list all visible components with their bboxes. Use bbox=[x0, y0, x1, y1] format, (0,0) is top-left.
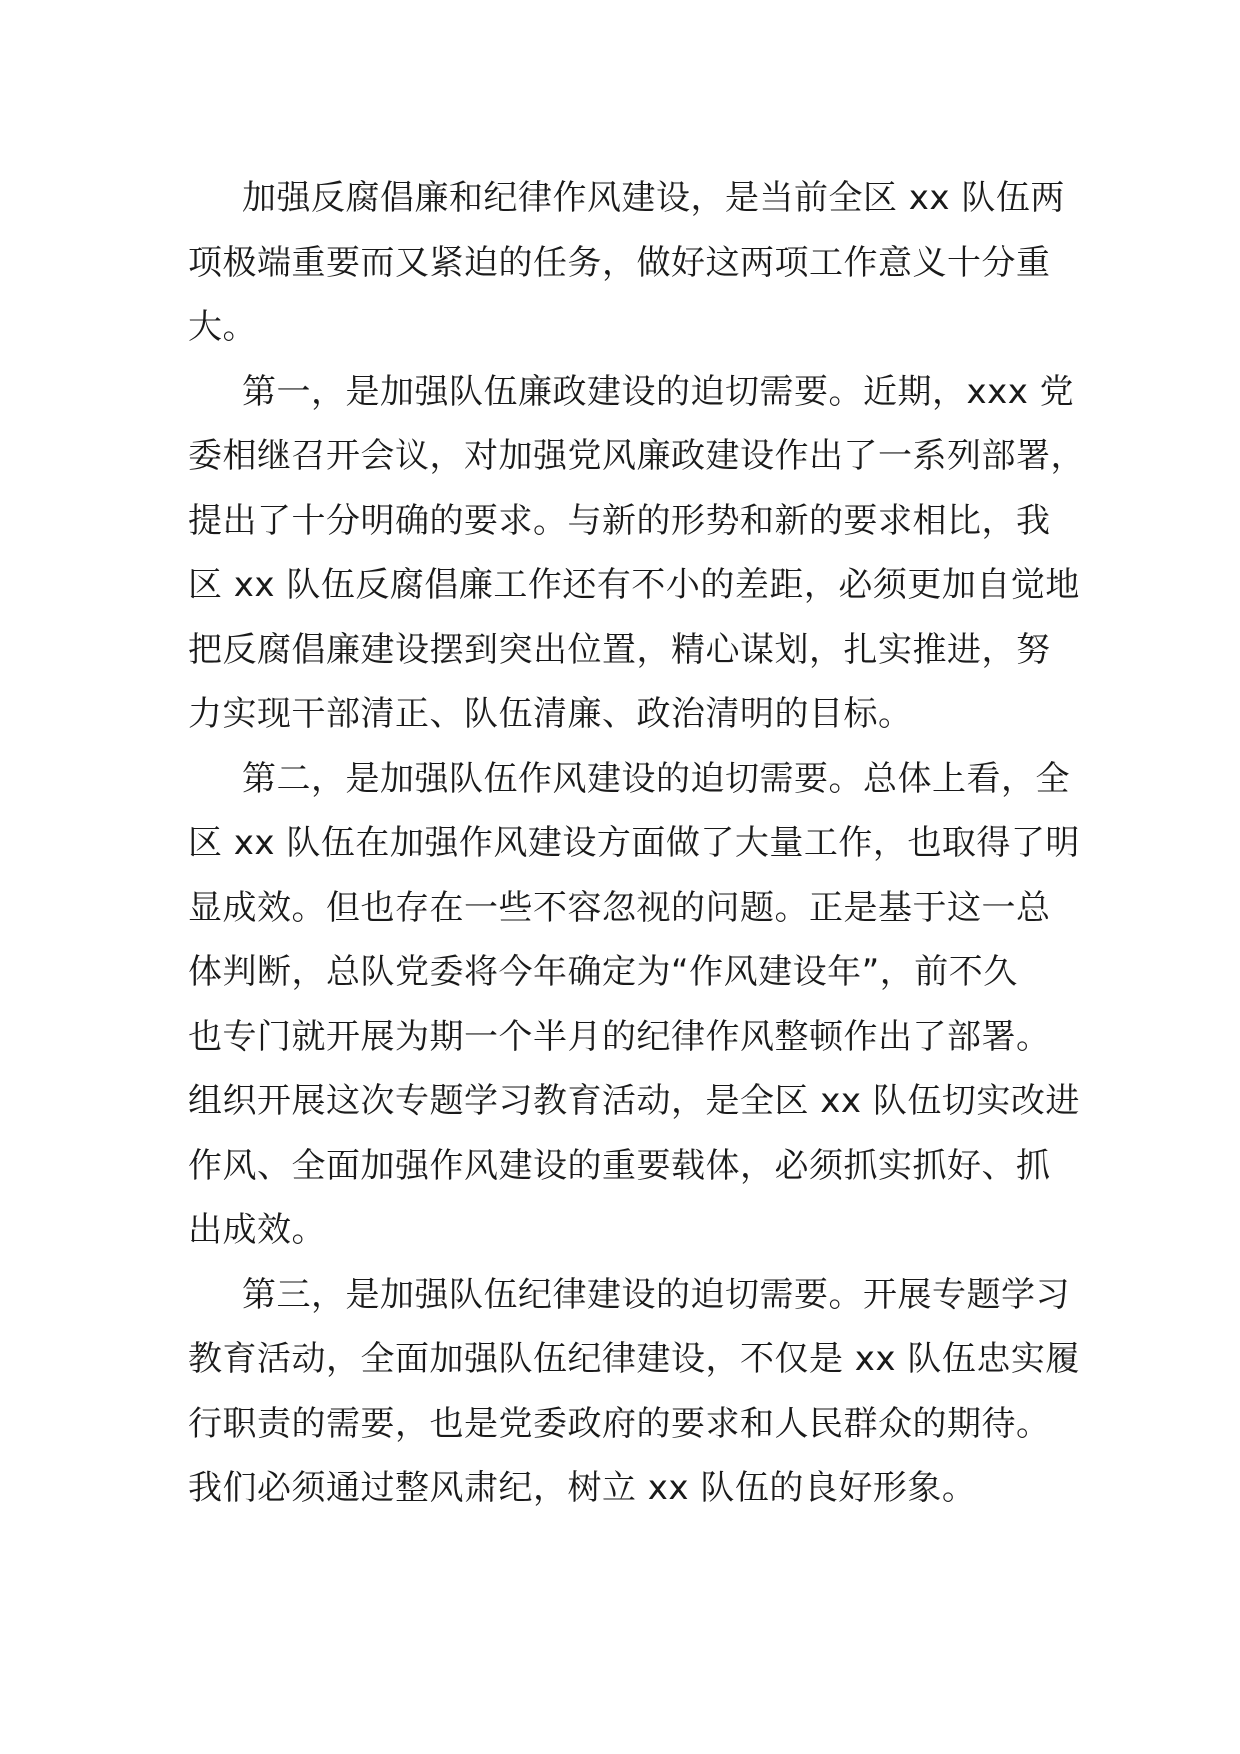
document-page bbox=[188, 166, 1085, 1521]
text-line: 显成效。但也存在一些不容忽视的问题。正是基于这一总 bbox=[188, 887, 1051, 928]
text-line: 也专门就开展为期一个半月的纪律作风整顿作出了部署。 bbox=[188, 1016, 1051, 1057]
paragraph-first-point bbox=[188, 360, 1085, 747]
text-line: 我们必须通过整风肃纪，树立 xx 队伍的良好形象。 bbox=[188, 1468, 977, 1508]
text-line: 力实现干部清正、队伍清廉、政治清明的目标。 bbox=[188, 694, 913, 734]
text-line: 出成效。 bbox=[188, 1210, 326, 1250]
text-line: 第一，是加强队伍廉政建设的迫切需要。近期，xxx 党 bbox=[242, 371, 1075, 412]
text-line: 教育活动，全面加强队伍纪律建设，不仅是 xx 队伍忠实履 bbox=[188, 1339, 1080, 1379]
text-line: 行职责的需要，也是党委政府的要求和人民群众的期待。 bbox=[188, 1403, 1051, 1444]
paragraph-second-point bbox=[188, 747, 1080, 1263]
paragraph-third-point bbox=[188, 1263, 1080, 1521]
text-line: 加强反腐倡廉和纪律作风建设，是当前全区 xx 队伍两 bbox=[242, 178, 1065, 218]
text-line: 委相继召开会议，对加强党风廉政建设作出了一系列部署， bbox=[188, 436, 1085, 476]
text-line: 区 xx 队伍反腐倡廉工作还有不小的差距，必须更加自觉地 bbox=[188, 565, 1080, 605]
text-line: 第三，是加强队伍纪律建设的迫切需要。开展专题学习 bbox=[242, 1274, 1070, 1315]
text-line: 组织开展这次专题学习教育活动，是全区 xx 队伍切实改进 bbox=[188, 1081, 1080, 1121]
paragraph-intro bbox=[188, 166, 1065, 360]
text-line: 大。 bbox=[188, 307, 257, 347]
text-line: 体判断，总队党委将今年确定为“作风建设年”，前不久 bbox=[188, 952, 1018, 992]
text-line: 把反腐倡廉建设摆到突出位置，精心谋划，扎实推进，努 bbox=[188, 629, 1051, 670]
text-line: 第二，是加强队伍作风建设的迫切需要。总体上看，全 bbox=[242, 758, 1070, 799]
text-line: 作风、全面加强作风建设的重要载体，必须抓实抓好、抓 bbox=[188, 1145, 1051, 1186]
text-line: 区 xx 队伍在加强作风建设方面做了大量工作，也取得了明 bbox=[188, 823, 1080, 863]
text-line: 项极端重要而又紧迫的任务，做好这两项工作意义十分重 bbox=[188, 242, 1051, 283]
text-line: 提出了十分明确的要求。与新的形势和新的要求相比，我 bbox=[188, 500, 1051, 541]
